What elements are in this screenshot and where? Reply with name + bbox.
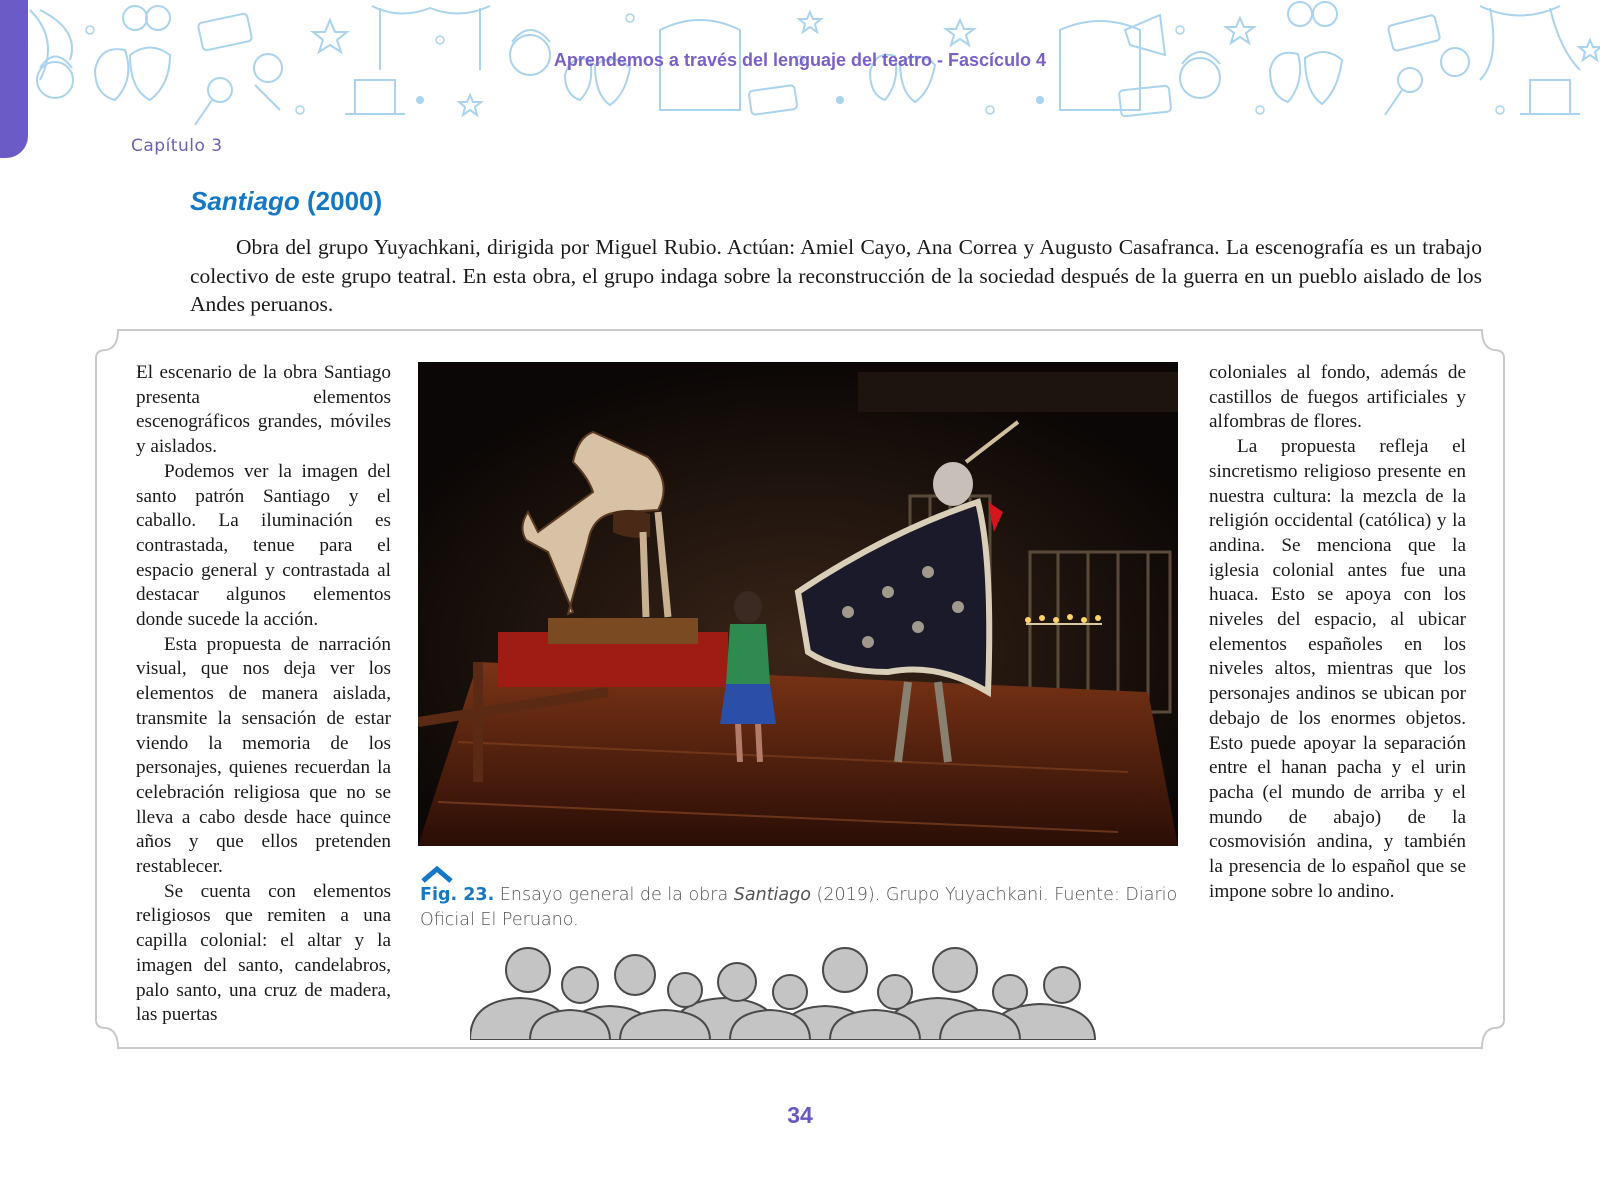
caption-title: Santiago (733, 885, 811, 905)
left-paragraph: Podemos ver la imagen del santo patrón Santiago y el caballo. La iluminación es contrastada, tenue para el espacio general y contrastada al destacar algunos elementos donde sucede la acción. (136, 460, 391, 631)
intro-paragraph (190, 233, 1482, 319)
stage-photo (418, 362, 1178, 846)
right-paragraph: coloniales al fondo, además de castillos de fuegos artificiales y alfombras de flores. (1209, 362, 1466, 433)
top-hat-icon (345, 80, 1580, 114)
microphone-icon (195, 68, 1422, 125)
section-title-year: (2000) (299, 186, 383, 216)
caption-text: Ensayo general de la obra (494, 885, 734, 905)
audience-illustration (470, 940, 1120, 1040)
intro-text: Obra del grupo Yuyachkani, dirigida por Miguel Rubio. Actúan: Amiel Cayo, Ana Correa y Augusto Casafranca. La escenografía es un trabajo colectivo de este grupo teatral. En esta obra, el grupo indaga sobre la reconstrucción de la sociedad después de la guerra en un pueblo aislado de los Andes peruanos. (190, 235, 1482, 316)
figure-label: Fig. 23. (420, 885, 495, 905)
running-header: Aprendemos a través del lenguaje del teatro - Fascículo 4 (553, 50, 1047, 70)
left-paragraph: Esta propuesta de narración visual, que nos deja ver los elementos de manera aislada, transmite la sensación de estar viendo la memoria de los personajes, quienes recuerdan la celebración religiosa que no se lleva a cabo desde hace quince años y que ellos pretenden restablecer. (136, 633, 391, 878)
left-column (136, 361, 391, 1028)
right-paragraph: La propuesta refleja el sincretismo religioso presente en nuestra cultura: la mezcla de la religión occidental (católica) y la andina. Se menciona que la iglesia colonial antes fue una huaca. Esto se apoya con los niveles del espacio, al ubicar elementos españoles en los niveles altos, mientras que los personajes andinos se ubican por debajo de los enormes objetos. Esto puede apoyar la separación entre el hanan pacha y el urin pacha (el mundo de arriba y el mundo de abajo) de la cosmovisión andina, y también la presencia de lo español que se impone sobre lo andino. (1209, 436, 1466, 902)
chevron-up-icon (420, 863, 454, 885)
section-title (190, 186, 382, 217)
left-paragraph: Se cuenta con elementos religiosos que remiten a una capilla colonial: el altar y la imagen del santo, candelabros, palo santo, una cruz de madera, las puertas (136, 880, 391, 1026)
figure-caption (420, 883, 1180, 933)
caption-source: (2019). Grupo Yuyachkani. Fuente: Diario Oficial El Peruano. (420, 885, 1178, 930)
megaphone-icon (1125, 15, 1165, 55)
chapter-label: Capítulo 3 (131, 136, 223, 156)
left-paragraph: El escenario de la obra Santiago presenta elementos escenográficos grandes, móviles y aislados. (136, 362, 391, 458)
page-number: 34 (787, 1102, 813, 1128)
section-title-italic: Santiago (190, 186, 300, 216)
right-column (1209, 361, 1466, 904)
